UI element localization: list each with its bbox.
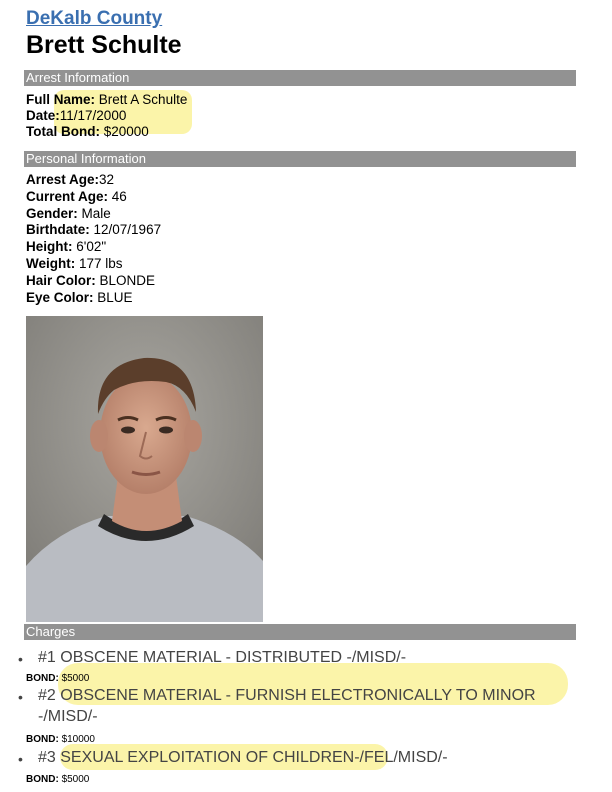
bond-value: $5000 (61, 774, 90, 785)
date-row (26, 108, 126, 125)
personal-info-header: Personal Information (24, 151, 576, 167)
full-name-row (26, 92, 187, 109)
bullet-icon: • (18, 751, 23, 767)
hair-color-label: Hair Color: (26, 273, 96, 288)
current-age-value: 46 (111, 189, 127, 204)
date-label: Date: (26, 108, 60, 123)
total-bond-label: Total Bond: (26, 124, 100, 139)
total-bond-value: $20000 (103, 124, 149, 139)
height-value: 6'02" (76, 239, 107, 254)
bullet-icon: • (18, 689, 23, 705)
arrest-age-row (26, 172, 114, 189)
arrest-age-label: Arrest Age: (26, 172, 100, 187)
bond-label: BOND: (26, 673, 59, 684)
mugshot-photo (26, 316, 263, 622)
weight-label: Weight: (26, 256, 76, 271)
date-value: 11/17/2000 (59, 108, 127, 123)
charge-item: #1 OBSCENE MATERIAL - DISTRIBUTED -/MISD/- (38, 649, 407, 666)
charge-bond (26, 734, 95, 745)
charge-bond (26, 673, 89, 684)
mugshot-illustration (26, 316, 263, 622)
bond-value: $10000 (61, 734, 95, 745)
charges-header: Charges (24, 624, 576, 640)
charge-item: #3 SEXUAL EXPLOITATION OF CHILDREN-/FEL/MISD/- (38, 749, 448, 766)
eye-color-label: Eye Color: (26, 290, 94, 305)
hair-color-value: BLONDE (99, 273, 156, 288)
eye-color-row (26, 290, 133, 307)
gender-value: Male (81, 206, 111, 221)
birthdate-row (26, 222, 161, 239)
bond-value: $5000 (61, 673, 90, 684)
charge-item: #2 OBSCENE MATERIAL - FURNISH ELECTRONICALLY TO MINOR (38, 687, 536, 704)
full-name-value: Brett A Schulte (98, 92, 188, 107)
arrest-age-value: 32 (99, 172, 115, 187)
current-age-row (26, 189, 127, 206)
eye-color-value: BLUE (97, 290, 133, 305)
gender-row (26, 206, 111, 223)
birthdate-value: 12/07/1967 (93, 222, 162, 237)
charge-item-continued: -/MISD/- (38, 708, 98, 725)
weight-row (26, 256, 123, 273)
bond-label: BOND: (26, 734, 59, 745)
bond-label: BOND: (26, 774, 59, 785)
height-label: Height: (26, 239, 73, 254)
weight-value: 177 lbs (79, 256, 123, 271)
gender-label: Gender: (26, 206, 78, 221)
current-age-label: Current Age: (26, 189, 109, 204)
height-row (26, 239, 106, 256)
county-link[interactable]: DeKalb County (26, 8, 163, 29)
full-name-label: Full Name: (26, 92, 96, 107)
arrest-info-header: Arrest Information (24, 70, 576, 86)
birthdate-label: Birthdate: (26, 222, 90, 237)
hair-color-row (26, 273, 155, 290)
bullet-icon: • (18, 651, 23, 667)
page-title: Brett Schulte (26, 31, 182, 59)
charge-bond (26, 774, 89, 785)
total-bond-row (26, 124, 149, 141)
